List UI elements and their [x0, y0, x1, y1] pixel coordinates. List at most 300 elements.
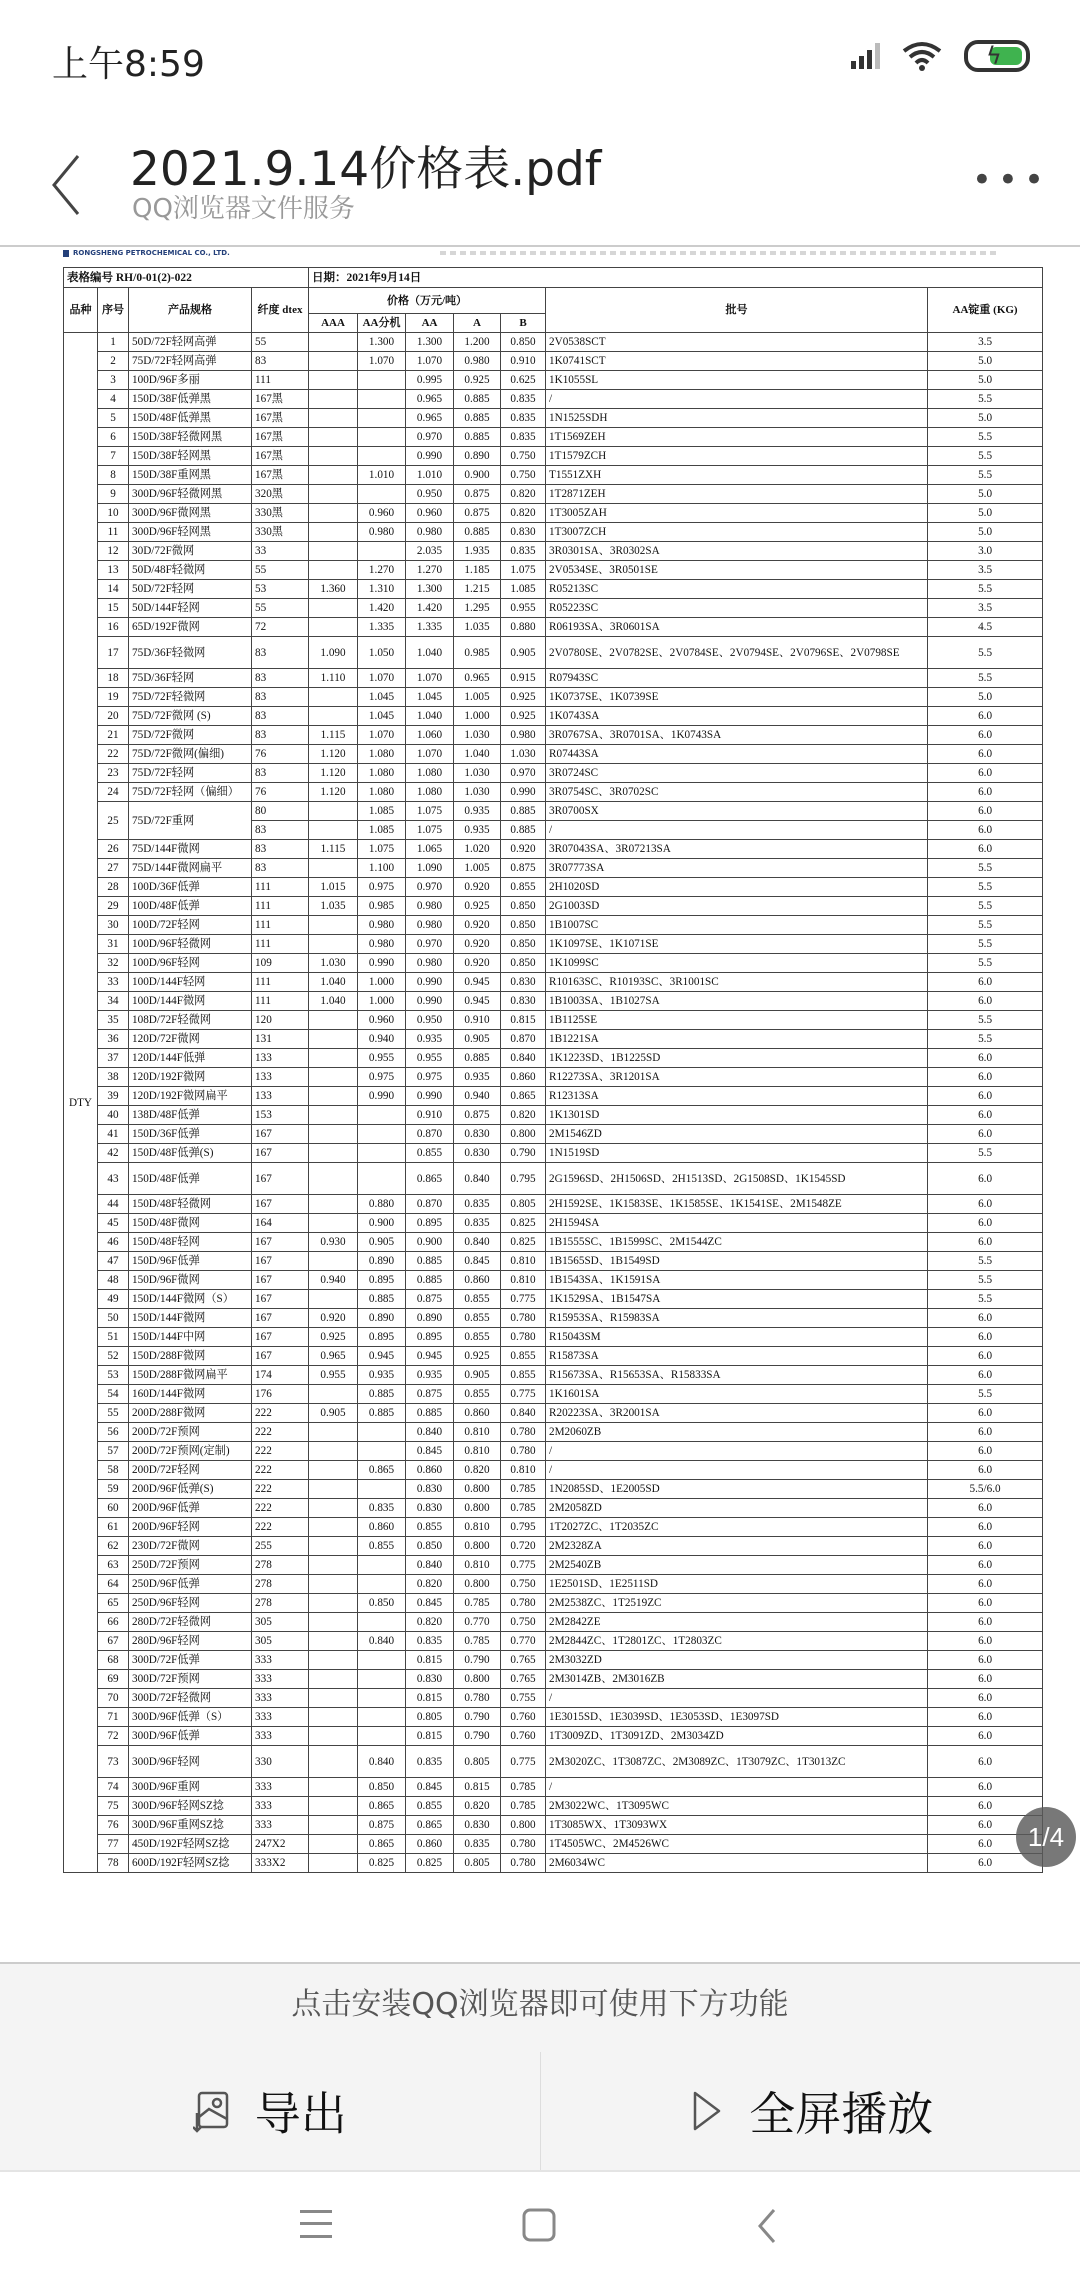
spindle-weight: 6.0 — [928, 1309, 1043, 1328]
price-aa: 0.820 — [406, 1575, 454, 1594]
price-aa-split — [358, 1125, 406, 1144]
product-spec: 75D/72F重网 — [129, 802, 252, 840]
price-aa: 0.980 — [406, 897, 454, 916]
lot-number: 3R0301SA、3R0302SA — [546, 542, 928, 561]
spindle-weight: 6.0 — [928, 1442, 1043, 1461]
price-aaa: 0.940 — [309, 1271, 358, 1290]
product-spec: 150D/48F轻网 — [129, 1233, 252, 1252]
price-b: 0.750 — [501, 447, 546, 466]
price-aaa — [309, 1816, 358, 1835]
price-table-body — [64, 333, 1043, 1873]
price-aa: 0.885 — [406, 1252, 454, 1271]
spindle-weight: 6.0 — [928, 745, 1043, 764]
header-a: A — [454, 314, 501, 333]
lot-number: / — [546, 1778, 928, 1797]
price-a: 0.875 — [454, 504, 501, 523]
price-aa-split: 1.075 — [358, 840, 406, 859]
lot-number: R15953SA、R15983SA — [546, 1309, 928, 1328]
price-aa-split: 0.945 — [358, 1347, 406, 1366]
price-aa-split: 1.000 — [358, 992, 406, 1011]
price-b: 0.780 — [501, 1328, 546, 1347]
price-aaa — [309, 485, 358, 504]
product-spec: 75D/36F轻微网 — [129, 637, 252, 669]
price-aa-split: 0.885 — [358, 1290, 406, 1309]
row-number: 2 — [98, 352, 129, 371]
table-row — [64, 637, 1043, 669]
price-b: 0.855 — [501, 1366, 546, 1385]
price-aa: 0.865 — [406, 1816, 454, 1835]
table-row — [64, 1290, 1043, 1309]
dtex-value: 131 — [252, 1030, 309, 1049]
price-b: 0.775 — [501, 1746, 546, 1778]
company-text: RONGSHENG PETROCHEMICAL CO., LTD. — [73, 249, 230, 257]
row-number: 22 — [98, 745, 129, 764]
battery-icon: ϟ — [964, 40, 1030, 72]
product-spec: 138D/48F低弹 — [129, 1106, 252, 1125]
spindle-weight: 6.0 — [928, 1632, 1043, 1651]
product-spec: 108D/72F轻微网 — [129, 1011, 252, 1030]
spindle-weight: 5.5 — [928, 897, 1043, 916]
price-b: 0.775 — [501, 1556, 546, 1575]
dtex-value: 167 — [252, 1233, 309, 1252]
price-aa-split: 0.885 — [358, 1404, 406, 1423]
product-spec: 100D/144F轻网 — [129, 973, 252, 992]
price-aa-split: 1.070 — [358, 669, 406, 688]
lot-number: / — [546, 1461, 928, 1480]
lot-number: 3R07773SA — [546, 859, 928, 878]
table-row — [64, 1195, 1043, 1214]
product-spec: 150D/144F中网 — [129, 1328, 252, 1347]
lot-number: 1T3009ZD、1T3091ZD、2M3034ZD — [546, 1727, 928, 1746]
row-number: 3 — [98, 371, 129, 390]
spindle-weight: 6.0 — [928, 1746, 1043, 1778]
price-aaa — [309, 1575, 358, 1594]
table-row — [64, 935, 1043, 954]
price-aaa — [309, 333, 358, 352]
table-row — [64, 1727, 1043, 1746]
price-aa-split: 1.080 — [358, 745, 406, 764]
export-button[interactable] — [0, 2052, 540, 2170]
price-aa: 1.070 — [406, 352, 454, 371]
price-aaa — [309, 1727, 358, 1746]
price-a: 0.885 — [454, 409, 501, 428]
price-a: 0.890 — [454, 447, 501, 466]
price-aa-split: 1.270 — [358, 561, 406, 580]
product-spec: 100D/96F轻微网 — [129, 935, 252, 954]
home-icon[interactable] — [522, 2208, 556, 2242]
spindle-weight: 5.5 — [928, 1290, 1043, 1309]
spindle-weight: 6.0 — [928, 1594, 1043, 1613]
price-aaa — [309, 1290, 358, 1309]
dtex-value: 83 — [252, 840, 309, 859]
price-aaa — [309, 1537, 358, 1556]
export-image-icon — [193, 2087, 231, 2135]
price-a: 1.200 — [454, 333, 501, 352]
price-aaa — [309, 1087, 358, 1106]
product-spec: 200D/288F微网 — [129, 1404, 252, 1423]
price-aaa: 1.090 — [309, 637, 358, 669]
dtex-value: 55 — [252, 333, 309, 352]
dtex-value: 83 — [252, 637, 309, 669]
price-aa-split: 0.940 — [358, 1030, 406, 1049]
price-a: 0.790 — [454, 1727, 501, 1746]
price-b: 0.835 — [501, 390, 546, 409]
price-b: 0.915 — [501, 669, 546, 688]
price-aaa: 0.955 — [309, 1366, 358, 1385]
spindle-weight: 6.0 — [928, 1816, 1043, 1835]
document-title: 2021.9.14价格表.pdf — [130, 142, 602, 197]
price-aaa — [309, 1068, 358, 1087]
product-spec: 150D/38F轻微网黑 — [129, 428, 252, 447]
price-b: 0.860 — [501, 1068, 546, 1087]
price-aaa — [309, 1125, 358, 1144]
product-spec: 150D/48F微网 — [129, 1214, 252, 1233]
product-spec: 150D/48F低弹(S) — [129, 1144, 252, 1163]
table-row — [64, 542, 1043, 561]
row-number: 51 — [98, 1328, 129, 1347]
price-b: 0.920 — [501, 840, 546, 859]
price-aa: 0.945 — [406, 1347, 454, 1366]
price-aa: 0.845 — [406, 1442, 454, 1461]
pdf-viewer[interactable] — [0, 245, 1080, 1960]
table-row — [64, 897, 1043, 916]
row-number: 20 — [98, 707, 129, 726]
lot-number: 2M2842ZE — [546, 1613, 928, 1632]
table-row — [64, 1613, 1043, 1632]
price-aa: 0.820 — [406, 1613, 454, 1632]
price-aa-split: 0.825 — [358, 1854, 406, 1873]
product-spec: 75D/72F轻网高弹 — [129, 352, 252, 371]
spindle-weight: 5.5 — [928, 859, 1043, 878]
price-a: 0.810 — [454, 1556, 501, 1575]
spindle-weight: 5.5 — [928, 1252, 1043, 1271]
price-aaa — [309, 1442, 358, 1461]
product-spec: 100D/48F低弹 — [129, 897, 252, 916]
company-name — [63, 249, 230, 258]
spindle-weight: 5.5 — [928, 390, 1043, 409]
dtex-value: 167黑 — [252, 390, 309, 409]
lot-number: 1K0741SCT — [546, 352, 928, 371]
row-number: 66 — [98, 1613, 129, 1632]
price-aa-split — [358, 1556, 406, 1575]
spindle-weight: 5.0 — [928, 688, 1043, 707]
price-aaa — [309, 1423, 358, 1442]
header-b: B — [501, 314, 546, 333]
product-spec: 75D/144F微网 — [129, 840, 252, 859]
price-aa-split: 0.990 — [358, 954, 406, 973]
price-aaa — [309, 542, 358, 561]
price-aaa — [309, 859, 358, 878]
row-number: 38 — [98, 1068, 129, 1087]
lot-number: 2M2540ZB — [546, 1556, 928, 1575]
wifi-icon — [902, 41, 942, 71]
dtex-value: 83 — [252, 352, 309, 371]
price-aa: 0.950 — [406, 485, 454, 504]
table-row — [64, 1689, 1043, 1708]
table-row — [64, 859, 1043, 878]
lot-number: R05223SC — [546, 599, 928, 618]
price-b: 0.925 — [501, 707, 546, 726]
lot-number: 1K1097SE、1K1071SE — [546, 935, 928, 954]
fullscreen-play-button[interactable] — [540, 2052, 1080, 2170]
price-aa: 0.895 — [406, 1214, 454, 1233]
price-aa-split: 0.885 — [358, 1385, 406, 1404]
spindle-weight: 3.5 — [928, 599, 1043, 618]
row-number: 64 — [98, 1575, 129, 1594]
more-dots-icon[interactable]: ••• — [971, 160, 1050, 200]
price-a: 0.885 — [454, 1049, 501, 1068]
price-aa: 0.845 — [406, 1594, 454, 1613]
row-number: 24 — [98, 783, 129, 802]
spindle-weight: 6.0 — [928, 1087, 1043, 1106]
row-number: 54 — [98, 1385, 129, 1404]
product-spec: 200D/72F轻网 — [129, 1461, 252, 1480]
spindle-weight: 3.5 — [928, 561, 1043, 580]
dtex-value: 330黑 — [252, 504, 309, 523]
table-row — [64, 1499, 1043, 1518]
lot-number: R12313SA — [546, 1087, 928, 1106]
price-a: 0.835 — [454, 1835, 501, 1854]
export-label: 导出 — [254, 2087, 347, 2141]
dtex-value: 167黑 — [252, 447, 309, 466]
table-row — [64, 1442, 1043, 1461]
price-aa-split: 1.420 — [358, 599, 406, 618]
price-aaa — [309, 1708, 358, 1727]
dtex-value: 167 — [252, 1328, 309, 1347]
price-aaa — [309, 1556, 358, 1575]
price-b: 0.750 — [501, 466, 546, 485]
lot-number: 2M2060ZB — [546, 1423, 928, 1442]
dtex-value: 167黑 — [252, 428, 309, 447]
product-spec: 300D/96F轻网 — [129, 1746, 252, 1778]
spindle-weight: 5.0 — [928, 371, 1043, 390]
row-number: 71 — [98, 1708, 129, 1727]
price-aa: 0.965 — [406, 409, 454, 428]
table-row — [64, 1106, 1043, 1125]
price-b: 0.835 — [501, 542, 546, 561]
dtex-value: 333 — [252, 1797, 309, 1816]
price-aaa — [309, 935, 358, 954]
table-row — [64, 466, 1043, 485]
dtex-value: 167 — [252, 1309, 309, 1328]
price-b: 0.835 — [501, 409, 546, 428]
price-a: 1.185 — [454, 561, 501, 580]
row-number: 17 — [98, 637, 129, 669]
row-number: 30 — [98, 916, 129, 935]
price-aaa: 0.930 — [309, 1233, 358, 1252]
table-row — [64, 523, 1043, 542]
price-aa-split: 1.100 — [358, 859, 406, 878]
spindle-weight: 6.0 — [928, 783, 1043, 802]
price-aaa — [309, 1689, 358, 1708]
price-b: 0.840 — [501, 1404, 546, 1423]
price-aa-split: 0.985 — [358, 897, 406, 916]
price-aa-split — [358, 1575, 406, 1594]
price-aa-split: 0.975 — [358, 878, 406, 897]
chevron-left-icon[interactable] — [46, 150, 86, 220]
price-aa: 0.935 — [406, 1030, 454, 1049]
row-number: 76 — [98, 1816, 129, 1835]
table-row — [64, 618, 1043, 637]
product-spec: 300D/96F重网SZ捻 — [129, 1816, 252, 1835]
product-spec: 150D/96F低弹 — [129, 1252, 252, 1271]
table-row — [64, 1518, 1043, 1537]
price-aa-split: 0.835 — [358, 1499, 406, 1518]
dtex-value: 333 — [252, 1708, 309, 1727]
price-a: 0.805 — [454, 1746, 501, 1778]
dtex-value: 176 — [252, 1385, 309, 1404]
row-number: 26 — [98, 840, 129, 859]
price-a: 0.910 — [454, 1011, 501, 1030]
install-promo-banner[interactable]: 点击安装QQ浏览器即可使用下方功能 — [0, 1962, 1080, 2052]
price-aa: 0.835 — [406, 1746, 454, 1778]
table-row — [64, 1854, 1043, 1873]
table-row — [64, 561, 1043, 580]
price-a: 1.295 — [454, 599, 501, 618]
price-aa-split: 1.335 — [358, 618, 406, 637]
price-b: 0.820 — [501, 1106, 546, 1125]
header-no: 序号 — [98, 288, 129, 333]
row-number: 50 — [98, 1309, 129, 1328]
price-a: 0.945 — [454, 973, 501, 992]
price-a: 0.790 — [454, 1651, 501, 1670]
price-b: 0.805 — [501, 1195, 546, 1214]
spindle-weight: 6.0 — [928, 1575, 1043, 1594]
price-aa-split — [358, 1613, 406, 1632]
dtex-value: 72 — [252, 618, 309, 637]
dtex-value: 83 — [252, 821, 309, 840]
price-a: 1.005 — [454, 859, 501, 878]
table-row — [64, 802, 1043, 821]
price-b: 0.800 — [501, 1816, 546, 1835]
spindle-weight: 6.0 — [928, 992, 1043, 1011]
lot-number: 2H1592SE、1K1583SE、1K1585SE、1K1541SE、2M1548ZE — [546, 1195, 928, 1214]
price-aaa — [309, 1385, 358, 1404]
lot-number: 1K1223SD、1B1225SD — [546, 1049, 928, 1068]
price-b: 0.780 — [501, 1854, 546, 1873]
price-aa-split — [358, 1651, 406, 1670]
dtex-value: 222 — [252, 1423, 309, 1442]
dtex-value: 333 — [252, 1727, 309, 1746]
spindle-weight: 6.0 — [928, 1163, 1043, 1195]
dtex-value: 278 — [252, 1594, 309, 1613]
signal-icon — [851, 43, 880, 69]
price-aaa — [309, 1049, 358, 1068]
price-a: 0.935 — [454, 802, 501, 821]
spindle-weight: 5.5 — [928, 1271, 1043, 1290]
price-a: 0.945 — [454, 992, 501, 1011]
price-aa: 1.270 — [406, 561, 454, 580]
spindle-weight: 5.5 — [928, 637, 1043, 669]
price-a: 0.830 — [454, 1144, 501, 1163]
row-number: 14 — [98, 580, 129, 599]
price-aa: 0.935 — [406, 1366, 454, 1385]
spindle-weight: 5.0 — [928, 523, 1043, 542]
row-number: 13 — [98, 561, 129, 580]
price-aa-split — [358, 1689, 406, 1708]
spindle-weight: 6.0 — [928, 1670, 1043, 1689]
price-aa-split — [358, 409, 406, 428]
price-b: 0.780 — [501, 1442, 546, 1461]
lot-number: 2M3022WC、1T3095WC — [546, 1797, 928, 1816]
dtex-value: 120 — [252, 1011, 309, 1030]
price-aa-split — [358, 390, 406, 409]
table-row — [64, 1556, 1043, 1575]
table-row — [64, 1347, 1043, 1366]
price-aa: 1.045 — [406, 688, 454, 707]
price-a: 0.885 — [454, 523, 501, 542]
table-row — [64, 1778, 1043, 1797]
price-aaa — [309, 1461, 358, 1480]
row-number: 46 — [98, 1233, 129, 1252]
product-spec: 75D/72F轻网（偏细） — [129, 783, 252, 802]
product-spec: 100D/96F轻网 — [129, 954, 252, 973]
product-spec: 200D/72F预网 — [129, 1423, 252, 1442]
lot-number: 1T3005ZAH — [546, 504, 928, 523]
price-aa: 1.060 — [406, 726, 454, 745]
dtex-value: 164 — [252, 1214, 309, 1233]
product-spec: 150D/38F低弹黑 — [129, 390, 252, 409]
spindle-weight: 5.5 — [928, 1011, 1043, 1030]
back-icon[interactable] — [756, 2208, 778, 2244]
lot-number: 2M1546ZD — [546, 1125, 928, 1144]
row-number: 28 — [98, 878, 129, 897]
dtex-value: 278 — [252, 1556, 309, 1575]
price-aaa: 1.120 — [309, 764, 358, 783]
price-b: 0.720 — [501, 1537, 546, 1556]
header-price-group: 价格（万元/吨） — [309, 288, 546, 314]
price-aa-split — [358, 428, 406, 447]
dtex-value: 222 — [252, 1480, 309, 1499]
price-aa-split: 0.890 — [358, 1309, 406, 1328]
price-aaa — [309, 371, 358, 390]
price-aaa — [309, 409, 358, 428]
price-aaa — [309, 1144, 358, 1163]
price-aaa — [309, 1252, 358, 1271]
lot-number: 2G1596SD、2H1506SD、2H1513SD、2G1508SD、1K1545SD — [546, 1163, 928, 1195]
price-a: 0.800 — [454, 1537, 501, 1556]
price-aa-split: 0.865 — [358, 1461, 406, 1480]
lot-number: 2M2538ZC、1T2519ZC — [546, 1594, 928, 1613]
row-number: 12 — [98, 542, 129, 561]
lot-number: / — [546, 1442, 928, 1461]
price-aaa — [309, 821, 358, 840]
price-aa: 0.840 — [406, 1423, 454, 1442]
product-spec: 150D/38F轻网黑 — [129, 447, 252, 466]
header-spec: 产品规格 — [129, 288, 252, 333]
price-aaa: 1.360 — [309, 580, 358, 599]
price-aa: 0.990 — [406, 1087, 454, 1106]
row-number: 77 — [98, 1835, 129, 1854]
price-b: 0.785 — [501, 1778, 546, 1797]
blurred-header-text — [440, 251, 1000, 255]
price-aa: 0.995 — [406, 371, 454, 390]
price-a: 0.800 — [454, 1670, 501, 1689]
price-a: 0.835 — [454, 1214, 501, 1233]
table-row — [64, 1366, 1043, 1385]
spindle-weight: 6.0 — [928, 1328, 1043, 1347]
row-number: 29 — [98, 897, 129, 916]
price-aa: 1.075 — [406, 802, 454, 821]
price-aa-split: 0.850 — [358, 1594, 406, 1613]
price-b: 0.790 — [501, 1144, 546, 1163]
lot-number: 3R0754SC、3R0702SC — [546, 783, 928, 802]
price-b: 0.755 — [501, 1689, 546, 1708]
product-spec: 50D/72F轻网 — [129, 580, 252, 599]
price-aaa — [309, 1594, 358, 1613]
price-b: 0.780 — [501, 1835, 546, 1854]
menu-icon[interactable] — [298, 2208, 334, 2240]
